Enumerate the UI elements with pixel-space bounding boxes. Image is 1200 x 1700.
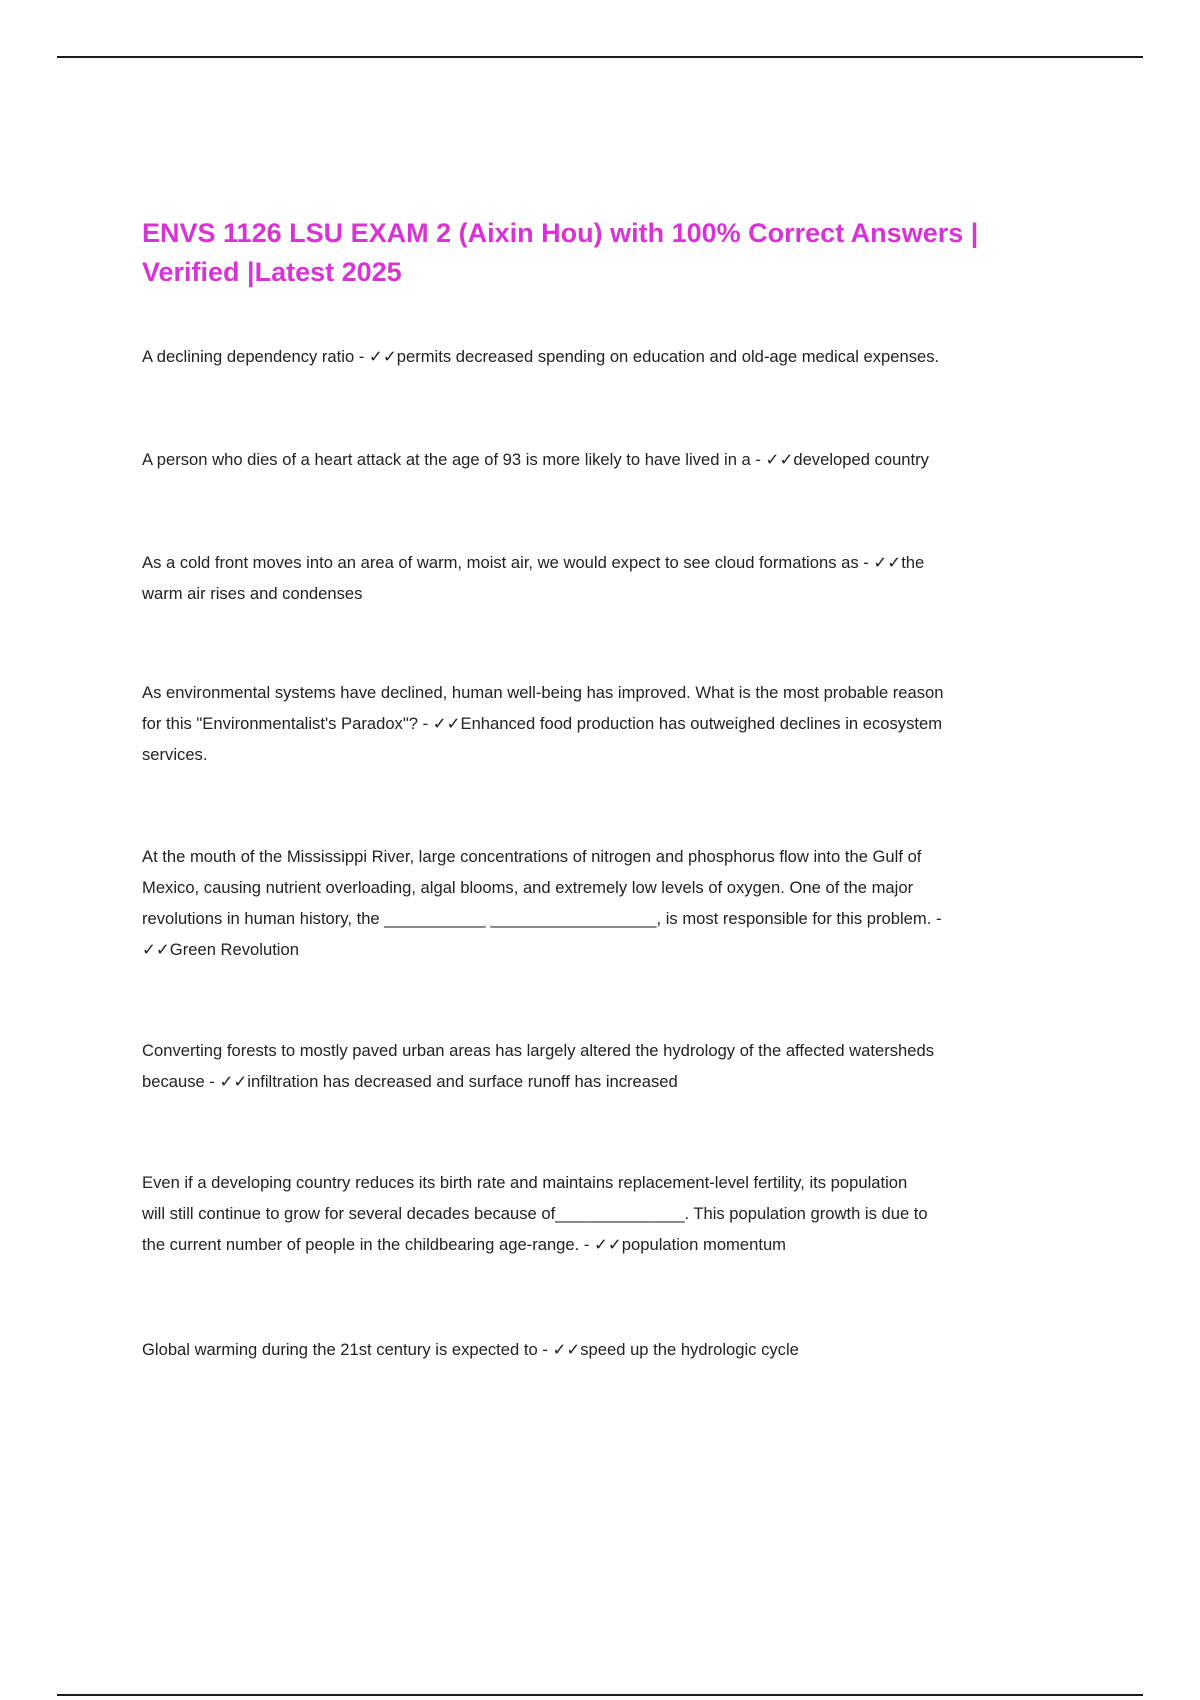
qa-line: A declining dependency ratio - ✓✓permits decreased spending on education and old-age medical expenses. xyxy=(142,347,940,366)
qa-item-cold-front xyxy=(142,547,1072,609)
qa-line: Mexico, causing nutrient overloading, algal blooms, and extremely low levels of oxygen. One of the major xyxy=(142,878,914,897)
qa-line: Converting forests to mostly paved urban areas has largely altered the hydrology of the affected watersheds xyxy=(142,1041,935,1060)
qa-item-population-momentum xyxy=(142,1167,1072,1260)
qa-line: for this "Environmentalist's Paradox"? - ✓✓Enhanced food production has outweighed declines in ecosystem xyxy=(142,714,943,733)
qa-line: warm air rises and condenses xyxy=(142,584,363,603)
bottom-divider xyxy=(57,1694,1143,1696)
title-line: Verified |Latest 2025 xyxy=(142,257,402,287)
qa-line: ✓✓Green Revolution xyxy=(142,940,299,959)
qa-line: will still continue to grow for several decades because of______________. This population growth is due to xyxy=(142,1204,928,1223)
qa-item-global-warming xyxy=(142,1334,1072,1365)
document-title xyxy=(142,214,1072,292)
qa-line: because - ✓✓infiltration has decreased and surface runoff has increased xyxy=(142,1072,678,1091)
qa-line: revolutions in human history, the ___________ __________________, is most responsible for this problem. - xyxy=(142,909,942,928)
qa-line: Even if a developing country reduces its birth rate and maintains replacement-level fertility, its population xyxy=(142,1173,908,1192)
qa-line: the current number of people in the childbearing age-range. - ✓✓population momentum xyxy=(142,1235,786,1254)
qa-line: services. xyxy=(142,745,208,764)
qa-line: Global warming during the 21st century is expected to - ✓✓speed up the hydrologic cycle xyxy=(142,1340,799,1359)
qa-item-urban-hydrology xyxy=(142,1035,1072,1097)
qa-item-dependency-ratio xyxy=(142,341,1072,372)
qa-item-heart-attack xyxy=(142,444,1072,475)
qa-line: At the mouth of the Mississippi River, large concentrations of nitrogen and phosphorus flow into the Gulf of xyxy=(142,847,922,866)
qa-line: As a cold front moves into an area of warm, moist air, we would expect to see cloud formations as - ✓✓the xyxy=(142,553,925,572)
qa-item-environmentalists-paradox xyxy=(142,677,1072,770)
top-divider xyxy=(57,56,1143,58)
qa-line: A person who dies of a heart attack at the age of 93 is more likely to have lived in a - ✓✓developed country xyxy=(142,450,929,469)
qa-line: As environmental systems have declined, human well-being has improved. What is the most probable reason xyxy=(142,683,944,702)
qa-item-mississippi-river xyxy=(142,841,1072,965)
title-line: ENVS 1126 LSU EXAM 2 (Aixin Hou) with 100% Correct Answers | xyxy=(142,218,979,248)
